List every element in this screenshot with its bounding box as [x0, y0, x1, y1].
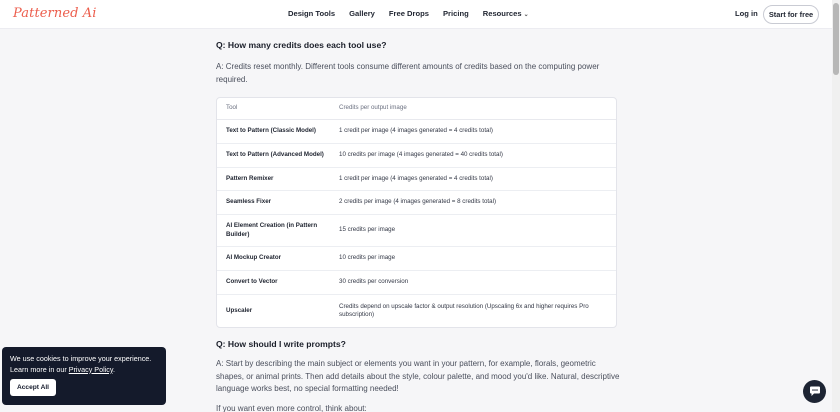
- faq-question-credits: Q: How many credits does each tool use?: [216, 40, 387, 50]
- cookie-line-1: We use cookies to improve your experience.: [10, 354, 152, 363]
- top-navbar: [0, 0, 832, 29]
- tool-credits: 1 credit per image (4 images generated = 4 credits total): [339, 127, 493, 135]
- tool-name: Text to Pattern (Classic Model): [226, 127, 316, 135]
- nav-link-design-tools[interactable]: Design Tools: [288, 9, 336, 18]
- cookie-line-2-suffix: .: [112, 364, 115, 374]
- accept-all-cookies-button[interactable]: Accept All: [10, 379, 56, 396]
- chat-icon: [809, 386, 821, 397]
- credits-table: [216, 97, 617, 328]
- tool-credits: Credits depend on upscale factor & output resolution (Upscaling 6x and higher requires Pro subscription): [339, 302, 589, 318]
- cookie-message: [10, 354, 160, 375]
- table-header-tool: Tool: [226, 104, 238, 112]
- table-row: [217, 144, 616, 168]
- tool-name: AI Mockup Creator: [226, 254, 282, 262]
- faq-question-prompts: Q: How should I write prompts?: [216, 339, 346, 349]
- tool-name: Convert to Vector: [226, 278, 278, 286]
- nav-link-gallery[interactable]: Gallery: [349, 9, 375, 18]
- table-header-credits: Credits per output image: [339, 104, 407, 112]
- main-nav: [288, 9, 543, 18]
- chat-widget-button[interactable]: [803, 380, 826, 403]
- nav-link-pricing[interactable]: Pricing: [442, 9, 469, 18]
- tool-credits: 1 credit per image (4 images generated = 4 credits total): [339, 174, 493, 182]
- tool-credits: 2 credits per image (4 images generated = 8 credits total): [339, 198, 497, 206]
- table-row: [217, 120, 616, 144]
- chevron-down-icon: ⌄: [523, 12, 529, 18]
- tool-credits: 30 credits per conversion: [339, 278, 409, 286]
- nav-link-resources[interactable]: [483, 9, 529, 18]
- tool-name: Seamless Fixer: [226, 198, 272, 206]
- tool-credits: 10 credits per image: [339, 254, 396, 262]
- table-row: [217, 215, 616, 247]
- faq-content: [216, 40, 620, 412]
- table-header-row: [217, 98, 616, 120]
- table-row: [217, 191, 616, 215]
- tool-name: Pattern Remixer: [226, 174, 274, 182]
- nav-link-free-drops[interactable]: Free Drops: [388, 9, 429, 18]
- start-for-free-button[interactable]: Start for free: [763, 5, 819, 24]
- table-row: [217, 247, 616, 271]
- faq-followup-text: If you want even more control, think about:: [216, 404, 367, 412]
- faq-answer-prompts: A: Start by describing the main subject or elements you want in your pattern, for example, florals, geometric shapes, or animal prints. Then add details about the style, colour palette, and mood you'd like. Natural, descriptive language works best, no special formatting needed!: [216, 359, 620, 393]
- table-row: [217, 295, 616, 327]
- table-row: [217, 168, 616, 191]
- tool-name: Upscaler: [226, 306, 253, 314]
- scrollbar-thumb[interactable]: [833, 3, 839, 75]
- tool-credits: 15 credits per image: [339, 226, 396, 234]
- cookie-line-2-prefix: Learn more in our: [10, 364, 69, 374]
- cookie-banner: [2, 347, 166, 405]
- brand-logo[interactable]: Patterned Ai: [13, 6, 97, 21]
- faq-answer-credits: A: Credits reset monthly. Different tools consume different amounts of credits based on the computing power required.: [216, 62, 600, 84]
- tool-name: Text to Pattern (Advanced Model): [226, 151, 324, 159]
- login-link[interactable]: Log in: [735, 9, 758, 18]
- tool-credits: 10 credits per image (4 images generated = 40 credits total): [339, 151, 503, 159]
- privacy-policy-link[interactable]: Privacy Policy: [68, 364, 113, 374]
- nav-link-resources-label: Resources: [482, 9, 522, 18]
- tool-name: AI Element Creation (in Pattern Builder): [226, 222, 318, 238]
- table-row: [217, 271, 616, 295]
